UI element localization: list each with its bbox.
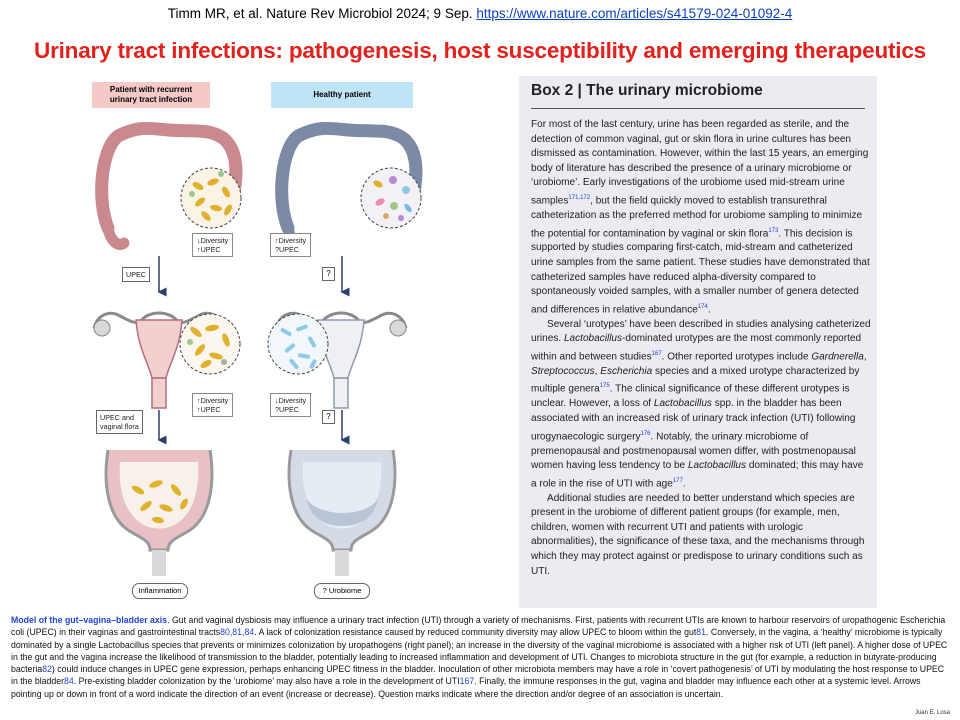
gut-vagina-bladder-figure <box>88 78 430 608</box>
vag-right-line2: ?UPEC <box>275 405 299 414</box>
ref-176: 176 <box>640 430 651 437</box>
citation-text: Timm MR, et al. Nature Rev Microbiol 2024; 9 Sep. <box>167 6 477 21</box>
box2-paragraph-1 <box>531 118 871 318</box>
p2-i6: Lactobacillus <box>687 460 747 472</box>
left-label-line1: Patient with recurrent <box>109 85 193 94</box>
ref-171-172: 171,172 <box>568 194 591 201</box>
right-vaginal-microbiome-circle <box>268 314 328 374</box>
left-panel-label <box>92 82 210 108</box>
p2-i5: Lactobacillus <box>653 398 712 410</box>
caption-ref-84[interactable]: 84 <box>64 676 74 687</box>
caption-ref-80-81-84[interactable]: 80,81,84 <box>220 627 255 638</box>
left-vaginal-microbiome-circle <box>180 314 240 374</box>
right-bladder <box>289 450 395 576</box>
right-gut-microbiome-circle <box>361 168 421 228</box>
p2-f: species and a mixed urotype characterized by multiple genera <box>531 365 860 395</box>
gut-right-line2: ?UPEC <box>275 245 299 254</box>
arrow2-left-line2: vaginal flora <box>100 422 139 431</box>
arrow2-left-line1: UPEC and <box>100 413 134 422</box>
urobiome-outcome: ? Urobiome <box>314 583 370 599</box>
caption-t2: . A lack of colonization resistance caused by reduced community diversity may allow UPEC to bloom within the gut <box>254 627 697 638</box>
vag-left-line1: ↑Diversity <box>197 396 229 405</box>
ref-175: 175 <box>599 383 610 390</box>
gut-left-annotation <box>192 233 233 257</box>
caption-ref-81[interactable]: 81 <box>696 627 707 638</box>
caption-t3: . Conversely, in the vagina, a ‘healthy’ microbiome is typically dominated by a single Lactobacillus species that prevents or minimizes colonization by uropathogens (right panel); an increase in the diversity of the vaginal microbiome is associated with a higher risk of UTI (left panel). A higher dose of UPEC in the gut and the vagina increase the likelihood of transmission to the bladder, potentially leading to increased inflammation and development of UTI. Changes to microbiota structure in the gut (for example, a reduction in butyrate-producing bacteria <box>11 627 948 675</box>
gut-left-line2: ↑UPEC <box>197 245 221 254</box>
caption-t4: ) could induce changes in UPEC gene expression, perhaps enhancing UPEC fitness in the bladder. Inoculation of other microbiota members may have a role in ‘covert pathogenesis’ of UTI by modulating the host response to UPEC in the bladder <box>11 664 945 687</box>
left-label-line2: urinary tract infection <box>109 95 193 104</box>
author-credit: Juan E. Losa <box>914 710 950 716</box>
box2-panel <box>519 76 877 608</box>
vag-right-line1: ↓Diversity <box>275 396 307 405</box>
caption-lead: Model of the gut–vagina–bladder axis <box>11 615 168 625</box>
right-vagina-uncertain-tag: ? <box>322 410 335 424</box>
p2-l: . <box>682 478 686 490</box>
right-gut-uncertain-tag: ? <box>322 267 335 281</box>
box2-paragraph-3: Additional studies are needed to better understand which species are present in the urobiome of different patient groups (for example, men, children, women with recurrent UTI and patients with urologic abnormalities), the significance of these taxa, and the mechanisms through which they may protect against or predispose to urinary conditions such as UTI. <box>531 492 865 577</box>
p2-i3: Streptococcus <box>531 365 595 377</box>
p2-e: , <box>594 365 601 377</box>
p2-g: . The clinical significance of these different urotypes is unclear. However, a loss of <box>531 383 850 410</box>
caption-ref-82[interactable]: 82 <box>42 664 52 675</box>
p1-b: , but the field quickly moved to establish transurethral catheterization as the preferred method for urobiome sampling to minimize the potential for contamination by vaginal or skin flora <box>531 195 863 239</box>
gut-left-line1: ↓Diversity <box>197 236 229 245</box>
p2-k: dominated; this may have a role in the rise of UTI with age <box>531 460 864 490</box>
article-link[interactable]: https://www.nature.com/articles/s41579-024-01092-4 <box>476 6 793 21</box>
box2-divider <box>531 108 865 109</box>
caption-ref-167[interactable]: 167 <box>459 676 475 687</box>
page-title: Urinary tract infections: pathogenesis, host susceptibility and emerging therapeutics <box>34 38 926 63</box>
p2-j: . Notably, the urinary microbiome of premenopausal and postmenopausal women differ, with postmenopausal women having less tendency to be <box>531 430 856 472</box>
p2-i2: Gardnerella <box>811 351 864 363</box>
ref-173: 173 <box>768 227 779 234</box>
p2-b: -dominated urotypes are the most commonly reported within and between studies <box>531 333 862 363</box>
vagina-left-annotation <box>192 393 233 417</box>
figure-illustration <box>88 78 430 608</box>
inflammation-outcome: Inflammation <box>132 583 188 599</box>
upec-vaginal-flora-tag <box>96 410 143 434</box>
upec-transfer-tag: UPEC <box>122 267 150 282</box>
p1-c: . This decision is supported by studies comparing first-catch, mid-stream and catheterized urine samples from the same patient. These studies have demonstrated that catheterized samples have reduced alpha-diversity compared to spontaneously voided samples, with a smaller number of genera detected and differences in relative abundance <box>531 227 870 316</box>
ref-167: 167 <box>651 350 662 357</box>
vagina-right-annotation <box>270 393 311 417</box>
figure-caption <box>11 614 951 700</box>
box2-body <box>531 118 871 579</box>
right-panel-label: Healthy patient <box>271 82 413 108</box>
citation-line <box>0 6 960 21</box>
ref-177: 177 <box>672 477 683 484</box>
box2-title: Box 2 | The urinary microbiome <box>531 82 763 99</box>
p1-d: . <box>707 304 711 316</box>
left-gut-microbiome-circle <box>181 168 241 228</box>
p2-a: Several ‘urotypes’ have been described in studies analysing catheterized urines. <box>531 318 871 345</box>
p2-d: , <box>863 351 867 363</box>
ref-174: 174 <box>697 303 708 310</box>
left-bladder <box>106 450 212 576</box>
caption-t5: . Pre-existing bladder colonization by the ‘urobiome’ may also have a role in the development of UTI <box>73 676 460 687</box>
gut-right-line1: ↑Diversity <box>275 236 307 245</box>
p1-a: For most of the last century, urine has been regarded as sterile, and the detection of common vaginal, gut or skin flora in urine cultures has been dismissed as contamination. However, within the last 15 years, an emerging body of literature has described the presence of a urinary microbiome or ‘urobiome’. Early investigations of the urobiome used mid-stream urine samples <box>531 119 869 207</box>
vag-left-line2: ↑UPEC <box>197 405 221 414</box>
caption-t1: . Gut and vaginal dysbiosis may influence a urinary tract infection (UTI) through a variety of mechanisms. First, patients with recurrent UTIs are known to harbour reservoirs of uropathogenic Escherichia coli (UPEC) in their vaginas and gastrointestinal tracts <box>11 615 946 638</box>
caption-t6: . Finally, the immune responses in the gut, vagina and bladder may influence each other at a systemic level. Arrows pointing up or down in front of a word indicate the direction of an event (increase or decrease). Question marks indicate where the direction and/or degree of an association is uncertain. <box>11 676 921 699</box>
box2-paragraph-2 <box>531 318 871 492</box>
p2-h: spp. in the bladder has been associated with an increased risk of urinary track infection (UTI) following urogynaecologic surgery <box>531 398 856 442</box>
gut-right-annotation <box>270 233 311 257</box>
p2-i4: Escherichia <box>600 365 653 377</box>
p2-i1: Lactobacillus <box>563 333 623 345</box>
p2-c: . Other reported urotypes include <box>661 351 812 363</box>
